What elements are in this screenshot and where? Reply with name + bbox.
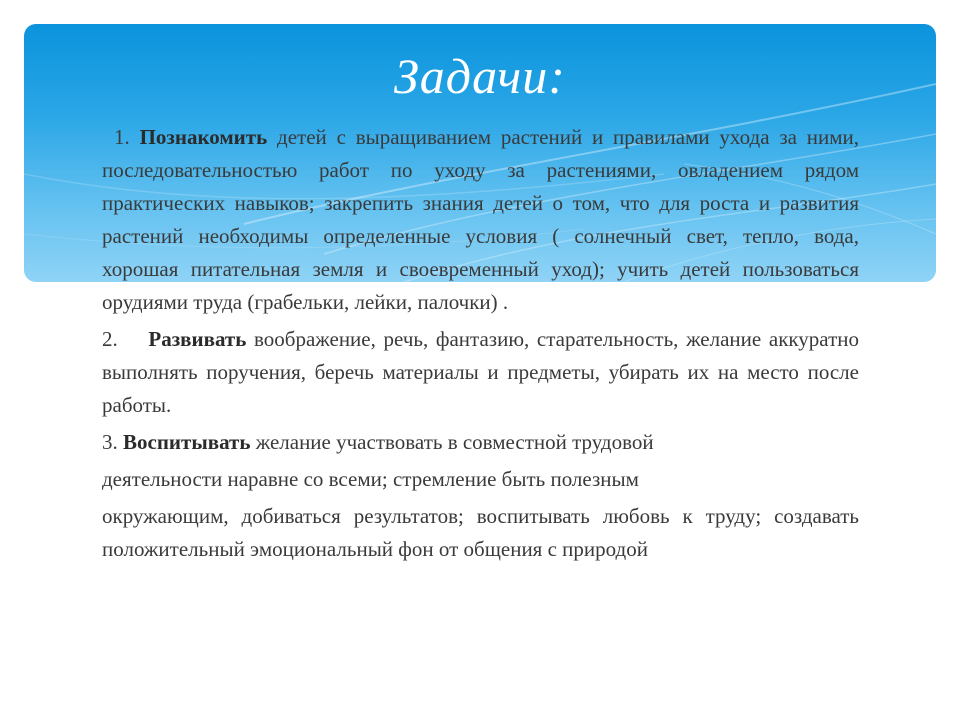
task-1-text: детей с выращиванием растений и правилами ухода за ними, последовательностью работ по уходу за растениями, овладением рядом практических навыков; закрепить знания детей о том, что для роста и развития растений необходимы определенные условия ( солнечный свет, тепло, вода, хорошая питательная земля и своевременный уход); учить детей пользоваться орудиями труда (грабельки, лейки, палочки) . [102,125,860,314]
task-1-number: 1. [114,125,130,149]
slide-title: Задачи: [394,48,566,104]
task-3 [102,426,859,459]
task-3-number: 3. [102,430,118,454]
task-3-verb: Воспитывать [123,430,251,454]
task-1-verb: Познакомить [139,125,268,149]
task-3-text: желание участвовать в совместной трудовой [250,430,654,454]
task-2-verb: Развивать [148,327,247,351]
task-2 [102,323,859,422]
task-2-text: воображение, речь, фантазию, старательность, желание аккуратно выполнять поручения, беречь материалы и предметы, убирать их на место после работы. [102,327,859,417]
tasks-text-block [102,121,859,566]
task-1 [102,121,859,319]
task-2-number: 2. [102,327,118,351]
task-3-line-3: окружающим, добиваться результатов; воспитывать любовь к труду; создавать положительный эмоциональный фон от общения с природой [102,504,859,561]
task-3-line-2: деятельности наравне со всеми; стремление быть полезным [102,467,639,491]
